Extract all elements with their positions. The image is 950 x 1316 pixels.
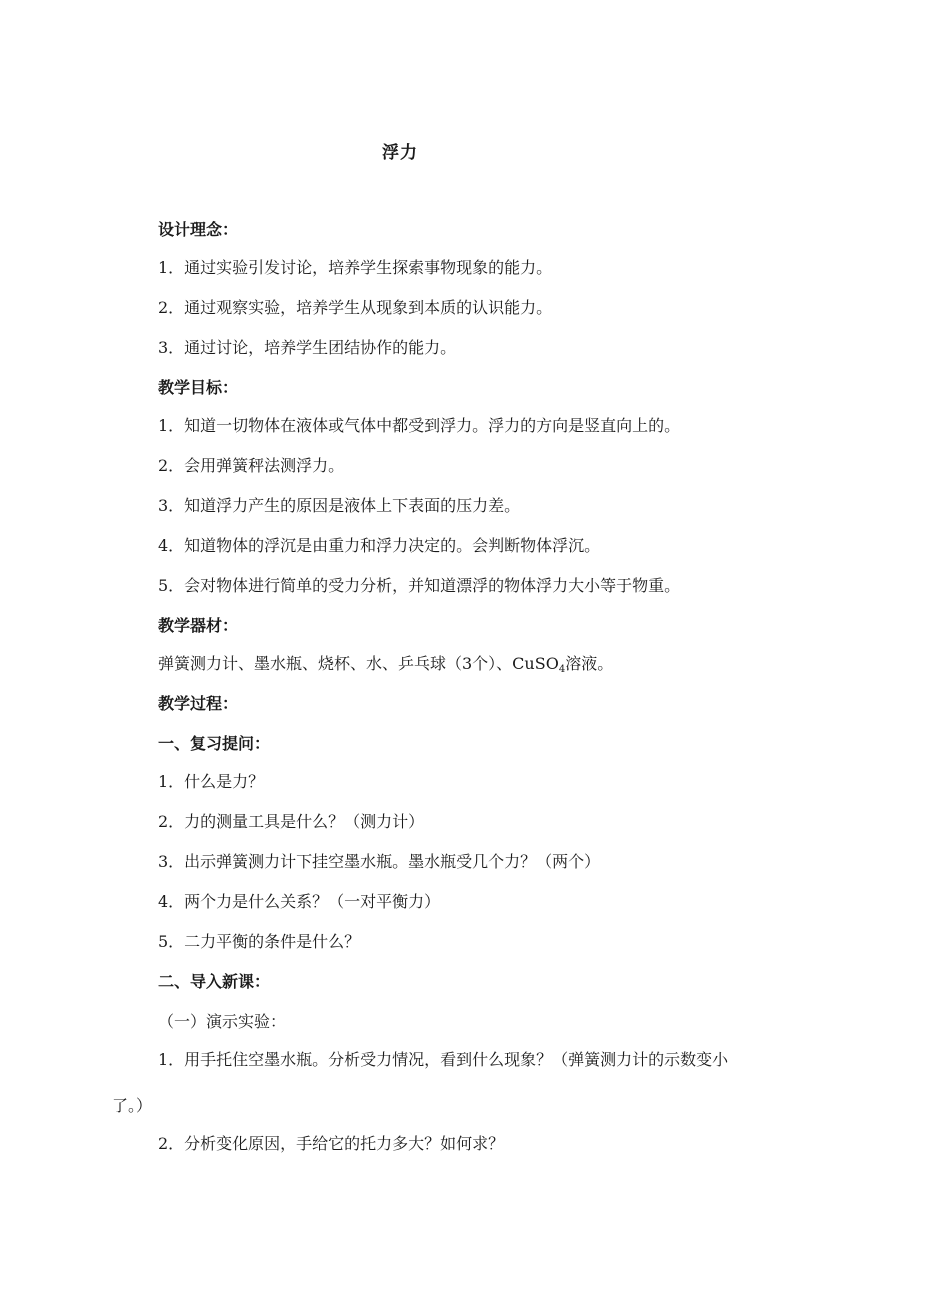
materials-text-main: 弹簧测力计、墨水瓶、烧杯、水、乒乓球（3个）、CuSO — [158, 654, 559, 673]
goal-item-2: 2．会用弹簧秤法测浮力。 — [158, 456, 345, 475]
process-heading: 教学过程： — [158, 694, 239, 713]
new-lesson-heading: 二、导入新课： — [158, 972, 271, 991]
document-title: 浮力 — [382, 143, 418, 163]
goal-item-4: 4．知道物体的浮沉是由重力和浮力决定的。会判断物体浮沉。 — [158, 536, 601, 555]
review-item-2: 2．力的测量工具是什么？（测力计） — [158, 812, 425, 831]
goal-item-5: 5．会对物体进行简单的受力分析，并知道漂浮的物体浮力大小等于物重。 — [158, 576, 681, 595]
review-item-4: 4．两个力是什么关系？（一对平衡力） — [158, 892, 441, 911]
demo-item-1-line-2: 了。） — [112, 1096, 153, 1115]
goal-item-1: 1．知道一切物体在液体或气体中都受到浮力。浮力的方向是竖直向上的。 — [158, 416, 681, 435]
design-item-3: 3．通过讨论，培养学生团结协作的能力。 — [158, 338, 457, 357]
materials-text-end: 溶液。 — [565, 654, 614, 673]
materials-heading: 教学器材： — [158, 616, 239, 635]
demo-item-1-line-1: 1．用手托住空墨水瓶。分析受力情况，看到什么现象？（弹簧测力计的示数变小 — [158, 1050, 729, 1069]
review-heading: 一、复习提问： — [158, 734, 271, 753]
design-heading: 设计理念： — [158, 220, 239, 239]
goals-heading: 教学目标： — [158, 378, 239, 397]
goal-item-3: 3．知道浮力产生的原因是液体上下表面的压力差。 — [158, 496, 521, 515]
review-item-3: 3．出示弹簧测力计下挂空墨水瓶。墨水瓶受几个力？（两个） — [158, 852, 601, 871]
demo-experiment-heading: （一）演示实验： — [158, 1012, 287, 1031]
design-item-1: 1．通过实验引发讨论，培养学生探索事物现象的能力。 — [158, 258, 553, 277]
materials-text — [158, 653, 613, 681]
materials-subscript: 4 — [558, 664, 566, 675]
review-item-1: 1．什么是力？ — [158, 772, 265, 791]
review-item-5: 5．二力平衡的条件是什么？ — [158, 932, 361, 951]
demo-item-2: 2．分析变化原因，手给它的托力多大？如何求？ — [158, 1134, 505, 1153]
design-item-2: 2．通过观察实验，培养学生从现象到本质的认识能力。 — [158, 298, 553, 317]
